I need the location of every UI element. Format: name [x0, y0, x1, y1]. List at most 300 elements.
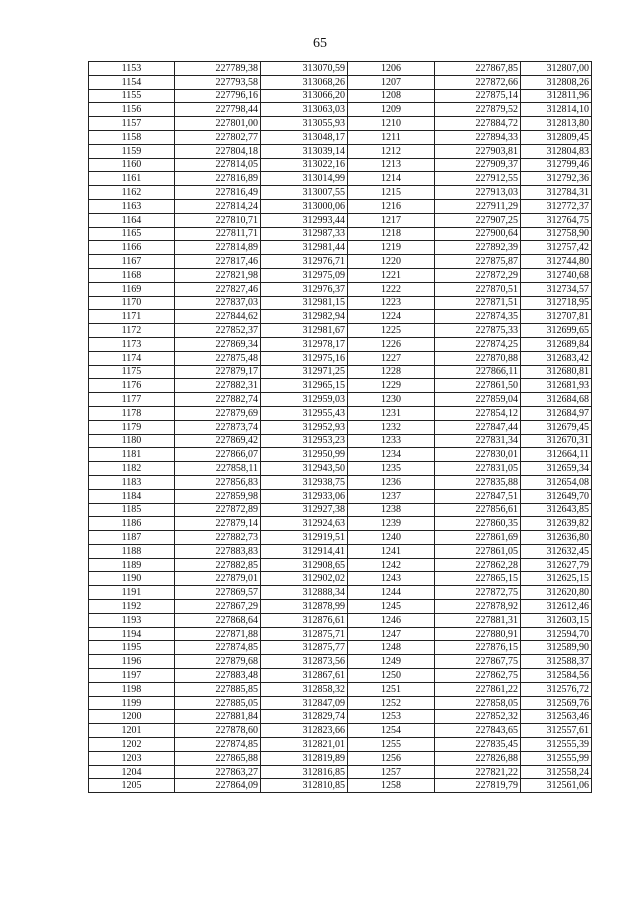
- y-right-cell: 312627,79: [521, 558, 592, 572]
- point-number-left-cell: 1161: [89, 172, 175, 186]
- point-number-left-cell: 1199: [89, 696, 175, 710]
- x-left-cell: 227816,89: [175, 172, 261, 186]
- y-left-cell: 312924,63: [261, 517, 348, 531]
- table-row: [89, 89, 592, 103]
- y-left-cell: 312938,75: [261, 475, 348, 489]
- y-right-cell: 312561,06: [521, 779, 592, 793]
- table-row: [89, 296, 592, 310]
- y-left-cell: 313070,59: [261, 62, 348, 76]
- x-left-cell: 227873,74: [175, 420, 261, 434]
- table-row: [89, 751, 592, 765]
- table-row: [89, 517, 592, 531]
- y-right-cell: 312664,11: [521, 448, 592, 462]
- table-row: [89, 324, 592, 338]
- table-row: [89, 158, 592, 172]
- y-left-cell: 312821,01: [261, 738, 348, 752]
- point-number-left-cell: 1158: [89, 130, 175, 144]
- x-right-cell: 227913,03: [435, 186, 521, 200]
- point-number-right-cell: 1237: [348, 489, 435, 503]
- y-left-cell: 312993,44: [261, 213, 348, 227]
- y-left-cell: 313066,20: [261, 89, 348, 103]
- x-right-cell: 227858,05: [435, 696, 521, 710]
- point-number-left-cell: 1203: [89, 751, 175, 765]
- x-right-cell: 227878,92: [435, 600, 521, 614]
- table-row: [89, 282, 592, 296]
- x-left-cell: 227789,38: [175, 62, 261, 76]
- y-left-cell: 312987,33: [261, 227, 348, 241]
- y-left-cell: 312933,06: [261, 489, 348, 503]
- y-left-cell: 313048,17: [261, 130, 348, 144]
- point-number-left-cell: 1181: [89, 448, 175, 462]
- y-right-cell: 312654,08: [521, 475, 592, 489]
- y-right-cell: 312758,90: [521, 227, 592, 241]
- x-left-cell: 227875,48: [175, 351, 261, 365]
- x-left-cell: 227796,16: [175, 89, 261, 103]
- table-row: [89, 710, 592, 724]
- y-left-cell: 312952,93: [261, 420, 348, 434]
- point-number-left-cell: 1168: [89, 268, 175, 282]
- table-row: [89, 682, 592, 696]
- x-left-cell: 227879,14: [175, 517, 261, 531]
- table-row: [89, 696, 592, 710]
- table-row: [89, 655, 592, 669]
- point-number-right-cell: 1232: [348, 420, 435, 434]
- point-number-right-cell: 1230: [348, 393, 435, 407]
- y-left-cell: 312829,74: [261, 710, 348, 724]
- x-left-cell: 227793,58: [175, 75, 261, 89]
- table-row: [89, 351, 592, 365]
- x-right-cell: 227860,35: [435, 517, 521, 531]
- y-left-cell: 312867,61: [261, 669, 348, 683]
- x-right-cell: 227875,33: [435, 324, 521, 338]
- y-left-cell: 313055,93: [261, 117, 348, 131]
- y-right-cell: 312813,80: [521, 117, 592, 131]
- point-number-left-cell: 1204: [89, 765, 175, 779]
- x-left-cell: 227885,05: [175, 696, 261, 710]
- point-number-left-cell: 1180: [89, 434, 175, 448]
- x-right-cell: 227903,81: [435, 144, 521, 158]
- point-number-left-cell: 1191: [89, 586, 175, 600]
- point-number-right-cell: 1256: [348, 751, 435, 765]
- table-row: [89, 255, 592, 269]
- point-number-right-cell: 1221: [348, 268, 435, 282]
- table-row: [89, 724, 592, 738]
- y-left-cell: 312943,50: [261, 462, 348, 476]
- x-left-cell: 227871,88: [175, 627, 261, 641]
- y-left-cell: 312971,25: [261, 365, 348, 379]
- x-right-cell: 227861,50: [435, 379, 521, 393]
- point-number-left-cell: 1196: [89, 655, 175, 669]
- point-number-left-cell: 1156: [89, 103, 175, 117]
- x-right-cell: 227861,05: [435, 544, 521, 558]
- y-right-cell: 312639,82: [521, 517, 592, 531]
- table-row: [89, 310, 592, 324]
- y-right-cell: 312589,90: [521, 641, 592, 655]
- y-left-cell: 312953,23: [261, 434, 348, 448]
- x-left-cell: 227856,83: [175, 475, 261, 489]
- x-right-cell: 227826,88: [435, 751, 521, 765]
- point-number-left-cell: 1202: [89, 738, 175, 752]
- x-right-cell: 227894,33: [435, 130, 521, 144]
- x-left-cell: 227866,07: [175, 448, 261, 462]
- point-number-right-cell: 1251: [348, 682, 435, 696]
- point-number-right-cell: 1225: [348, 324, 435, 338]
- y-right-cell: 312808,26: [521, 75, 592, 89]
- point-number-left-cell: 1200: [89, 710, 175, 724]
- x-left-cell: 227814,24: [175, 199, 261, 213]
- x-left-cell: 227882,73: [175, 531, 261, 545]
- x-left-cell: 227859,98: [175, 489, 261, 503]
- point-number-left-cell: 1197: [89, 669, 175, 683]
- x-left-cell: 227874,85: [175, 738, 261, 752]
- y-left-cell: 312975,16: [261, 351, 348, 365]
- point-number-right-cell: 1248: [348, 641, 435, 655]
- x-right-cell: 227866,11: [435, 365, 521, 379]
- y-left-cell: 312823,66: [261, 724, 348, 738]
- y-right-cell: 312811,96: [521, 89, 592, 103]
- table-row: [89, 779, 592, 793]
- y-right-cell: 312809,45: [521, 130, 592, 144]
- point-number-left-cell: 1154: [89, 75, 175, 89]
- y-right-cell: 312558,24: [521, 765, 592, 779]
- point-number-left-cell: 1167: [89, 255, 175, 269]
- point-number-left-cell: 1193: [89, 613, 175, 627]
- point-number-right-cell: 1229: [348, 379, 435, 393]
- y-right-cell: 312670,31: [521, 434, 592, 448]
- x-right-cell: 227843,65: [435, 724, 521, 738]
- point-number-right-cell: 1254: [348, 724, 435, 738]
- x-right-cell: 227911,29: [435, 199, 521, 213]
- point-number-left-cell: 1163: [89, 199, 175, 213]
- y-left-cell: 312982,94: [261, 310, 348, 324]
- coordinates-table: [88, 61, 592, 793]
- x-left-cell: 227879,17: [175, 365, 261, 379]
- x-right-cell: 227876,15: [435, 641, 521, 655]
- point-number-right-cell: 1222: [348, 282, 435, 296]
- x-right-cell: 227862,75: [435, 669, 521, 683]
- y-right-cell: 312643,85: [521, 503, 592, 517]
- point-number-right-cell: 1228: [348, 365, 435, 379]
- table-row: [89, 420, 592, 434]
- point-number-right-cell: 1214: [348, 172, 435, 186]
- point-number-right-cell: 1234: [348, 448, 435, 462]
- page-number: 65: [313, 36, 327, 51]
- y-left-cell: 312950,99: [261, 448, 348, 462]
- y-right-cell: 312740,68: [521, 268, 592, 282]
- table-row: [89, 241, 592, 255]
- x-right-cell: 227847,51: [435, 489, 521, 503]
- point-number-left-cell: 1192: [89, 600, 175, 614]
- y-right-cell: 312636,80: [521, 531, 592, 545]
- y-left-cell: 313068,26: [261, 75, 348, 89]
- x-left-cell: 227798,44: [175, 103, 261, 117]
- x-right-cell: 227861,22: [435, 682, 521, 696]
- point-number-right-cell: 1258: [348, 779, 435, 793]
- point-number-right-cell: 1216: [348, 199, 435, 213]
- y-left-cell: 313000,06: [261, 199, 348, 213]
- point-number-left-cell: 1182: [89, 462, 175, 476]
- x-left-cell: 227883,83: [175, 544, 261, 558]
- y-right-cell: 312555,39: [521, 738, 592, 752]
- table-row: [89, 365, 592, 379]
- y-left-cell: 312858,32: [261, 682, 348, 696]
- point-number-left-cell: 1179: [89, 420, 175, 434]
- y-right-cell: 312683,42: [521, 351, 592, 365]
- y-left-cell: 312888,34: [261, 586, 348, 600]
- x-right-cell: 227892,39: [435, 241, 521, 255]
- x-left-cell: 227869,42: [175, 434, 261, 448]
- point-number-left-cell: 1177: [89, 393, 175, 407]
- point-number-left-cell: 1169: [89, 282, 175, 296]
- y-left-cell: 312976,71: [261, 255, 348, 269]
- point-number-left-cell: 1166: [89, 241, 175, 255]
- x-right-cell: 227847,44: [435, 420, 521, 434]
- point-number-right-cell: 1226: [348, 337, 435, 351]
- x-right-cell: 227907,25: [435, 213, 521, 227]
- point-number-right-cell: 1218: [348, 227, 435, 241]
- y-left-cell: 313039,14: [261, 144, 348, 158]
- y-right-cell: 312804,83: [521, 144, 592, 158]
- x-right-cell: 227872,66: [435, 75, 521, 89]
- point-number-right-cell: 1257: [348, 765, 435, 779]
- y-right-cell: 312684,97: [521, 406, 592, 420]
- x-left-cell: 227881,84: [175, 710, 261, 724]
- x-left-cell: 227885,85: [175, 682, 261, 696]
- x-right-cell: 227879,52: [435, 103, 521, 117]
- point-number-left-cell: 1190: [89, 572, 175, 586]
- point-number-right-cell: 1240: [348, 531, 435, 545]
- x-left-cell: 227874,85: [175, 641, 261, 655]
- point-number-right-cell: 1217: [348, 213, 435, 227]
- y-left-cell: 312875,77: [261, 641, 348, 655]
- point-number-right-cell: 1250: [348, 669, 435, 683]
- x-right-cell: 227909,37: [435, 158, 521, 172]
- table-row: [89, 172, 592, 186]
- table-row: [89, 213, 592, 227]
- y-right-cell: 312594,70: [521, 627, 592, 641]
- x-right-cell: 227835,45: [435, 738, 521, 752]
- y-right-cell: 312764,75: [521, 213, 592, 227]
- y-right-cell: 312718,95: [521, 296, 592, 310]
- point-number-left-cell: 1176: [89, 379, 175, 393]
- x-right-cell: 227912,55: [435, 172, 521, 186]
- table-row: [89, 531, 592, 545]
- x-left-cell: 227804,18: [175, 144, 261, 158]
- x-right-cell: 227835,88: [435, 475, 521, 489]
- table-row: [89, 379, 592, 393]
- y-right-cell: 312612,46: [521, 600, 592, 614]
- x-left-cell: 227879,01: [175, 572, 261, 586]
- y-left-cell: 312878,99: [261, 600, 348, 614]
- point-number-left-cell: 1170: [89, 296, 175, 310]
- y-right-cell: 312625,15: [521, 572, 592, 586]
- table-row: [89, 572, 592, 586]
- x-right-cell: 227831,05: [435, 462, 521, 476]
- y-left-cell: 312981,44: [261, 241, 348, 255]
- point-number-right-cell: 1233: [348, 434, 435, 448]
- point-number-left-cell: 1153: [89, 62, 175, 76]
- point-number-right-cell: 1253: [348, 710, 435, 724]
- x-right-cell: 227870,88: [435, 351, 521, 365]
- point-number-left-cell: 1174: [89, 351, 175, 365]
- x-right-cell: 227875,87: [435, 255, 521, 269]
- y-left-cell: 312978,17: [261, 337, 348, 351]
- y-left-cell: 312816,85: [261, 765, 348, 779]
- point-number-left-cell: 1178: [89, 406, 175, 420]
- y-right-cell: 312555,99: [521, 751, 592, 765]
- x-right-cell: 227867,85: [435, 62, 521, 76]
- x-right-cell: 227900,64: [435, 227, 521, 241]
- y-right-cell: 312679,45: [521, 420, 592, 434]
- point-number-right-cell: 1246: [348, 613, 435, 627]
- y-right-cell: 312584,56: [521, 669, 592, 683]
- y-right-cell: 312772,37: [521, 199, 592, 213]
- y-right-cell: 312681,93: [521, 379, 592, 393]
- table-row: [89, 558, 592, 572]
- x-right-cell: 227867,75: [435, 655, 521, 669]
- point-number-left-cell: 1157: [89, 117, 175, 131]
- point-number-right-cell: 1224: [348, 310, 435, 324]
- x-left-cell: 227863,27: [175, 765, 261, 779]
- x-left-cell: 227869,34: [175, 337, 261, 351]
- table-row: [89, 75, 592, 89]
- y-left-cell: 312810,85: [261, 779, 348, 793]
- table-row: [89, 117, 592, 131]
- y-left-cell: 312959,03: [261, 393, 348, 407]
- y-left-cell: 312965,15: [261, 379, 348, 393]
- x-left-cell: 227810,71: [175, 213, 261, 227]
- x-right-cell: 227871,51: [435, 296, 521, 310]
- point-number-left-cell: 1155: [89, 89, 175, 103]
- x-left-cell: 227801,00: [175, 117, 261, 131]
- x-right-cell: 227852,32: [435, 710, 521, 724]
- x-left-cell: 227865,88: [175, 751, 261, 765]
- point-number-right-cell: 1238: [348, 503, 435, 517]
- table-row: [89, 448, 592, 462]
- x-left-cell: 227802,77: [175, 130, 261, 144]
- x-left-cell: 227878,60: [175, 724, 261, 738]
- point-number-left-cell: 1198: [89, 682, 175, 696]
- point-number-right-cell: 1219: [348, 241, 435, 255]
- y-left-cell: 313063,03: [261, 103, 348, 117]
- table-row: [89, 227, 592, 241]
- y-left-cell: 312847,09: [261, 696, 348, 710]
- point-number-left-cell: 1164: [89, 213, 175, 227]
- x-right-cell: 227875,14: [435, 89, 521, 103]
- point-number-left-cell: 1205: [89, 779, 175, 793]
- point-number-right-cell: 1211: [348, 130, 435, 144]
- point-number-right-cell: 1239: [348, 517, 435, 531]
- x-left-cell: 227816,49: [175, 186, 261, 200]
- table-row: [89, 600, 592, 614]
- x-right-cell: 227874,35: [435, 310, 521, 324]
- x-left-cell: 227814,89: [175, 241, 261, 255]
- table-row: [89, 434, 592, 448]
- point-number-left-cell: 1189: [89, 558, 175, 572]
- x-left-cell: 227882,31: [175, 379, 261, 393]
- point-number-left-cell: 1165: [89, 227, 175, 241]
- point-number-right-cell: 1212: [348, 144, 435, 158]
- coordinates-table-body: [89, 62, 592, 793]
- y-left-cell: 312819,89: [261, 751, 348, 765]
- x-left-cell: 227882,85: [175, 558, 261, 572]
- x-right-cell: 227870,51: [435, 282, 521, 296]
- x-left-cell: 227869,57: [175, 586, 261, 600]
- x-left-cell: 227872,89: [175, 503, 261, 517]
- x-right-cell: 227884,72: [435, 117, 521, 131]
- x-right-cell: 227859,04: [435, 393, 521, 407]
- point-number-right-cell: 1213: [348, 158, 435, 172]
- y-left-cell: 312976,37: [261, 282, 348, 296]
- point-number-left-cell: 1188: [89, 544, 175, 558]
- y-right-cell: 312744,80: [521, 255, 592, 269]
- table-row: [89, 641, 592, 655]
- point-number-left-cell: 1172: [89, 324, 175, 338]
- x-right-cell: 227881,31: [435, 613, 521, 627]
- y-right-cell: 312734,57: [521, 282, 592, 296]
- y-left-cell: 313014,99: [261, 172, 348, 186]
- x-right-cell: 227880,91: [435, 627, 521, 641]
- x-right-cell: 227872,75: [435, 586, 521, 600]
- table-row: [89, 586, 592, 600]
- x-left-cell: 227852,37: [175, 324, 261, 338]
- point-number-right-cell: 1242: [348, 558, 435, 572]
- point-number-right-cell: 1220: [348, 255, 435, 269]
- x-left-cell: 227883,48: [175, 669, 261, 683]
- x-right-cell: 227830,01: [435, 448, 521, 462]
- point-number-right-cell: 1210: [348, 117, 435, 131]
- point-number-right-cell: 1243: [348, 572, 435, 586]
- point-number-left-cell: 1162: [89, 186, 175, 200]
- x-left-cell: 227814,05: [175, 158, 261, 172]
- y-right-cell: 312603,15: [521, 613, 592, 627]
- x-right-cell: 227862,28: [435, 558, 521, 572]
- table-row: [89, 103, 592, 117]
- y-right-cell: 312757,42: [521, 241, 592, 255]
- x-right-cell: 227854,12: [435, 406, 521, 420]
- point-number-left-cell: 1183: [89, 475, 175, 489]
- y-left-cell: 312876,61: [261, 613, 348, 627]
- y-right-cell: 312632,45: [521, 544, 592, 558]
- table-row: [89, 337, 592, 351]
- point-number-left-cell: 1160: [89, 158, 175, 172]
- point-number-left-cell: 1201: [89, 724, 175, 738]
- y-left-cell: 312908,65: [261, 558, 348, 572]
- x-right-cell: 227856,61: [435, 503, 521, 517]
- y-right-cell: 312557,61: [521, 724, 592, 738]
- x-left-cell: 227827,46: [175, 282, 261, 296]
- y-left-cell: 312975,09: [261, 268, 348, 282]
- point-number-left-cell: 1173: [89, 337, 175, 351]
- y-left-cell: 312981,67: [261, 324, 348, 338]
- y-right-cell: 312699,65: [521, 324, 592, 338]
- y-right-cell: 312569,76: [521, 696, 592, 710]
- x-left-cell: 227879,69: [175, 406, 261, 420]
- y-left-cell: 312955,43: [261, 406, 348, 420]
- y-left-cell: 313022,16: [261, 158, 348, 172]
- y-left-cell: 312873,56: [261, 655, 348, 669]
- x-left-cell: 227879,68: [175, 655, 261, 669]
- point-number-right-cell: 1223: [348, 296, 435, 310]
- point-number-right-cell: 1209: [348, 103, 435, 117]
- point-number-right-cell: 1207: [348, 75, 435, 89]
- x-left-cell: 227817,46: [175, 255, 261, 269]
- x-right-cell: 227872,29: [435, 268, 521, 282]
- y-right-cell: 312649,70: [521, 489, 592, 503]
- point-number-left-cell: 1184: [89, 489, 175, 503]
- table-row: [89, 186, 592, 200]
- x-right-cell: 227865,15: [435, 572, 521, 586]
